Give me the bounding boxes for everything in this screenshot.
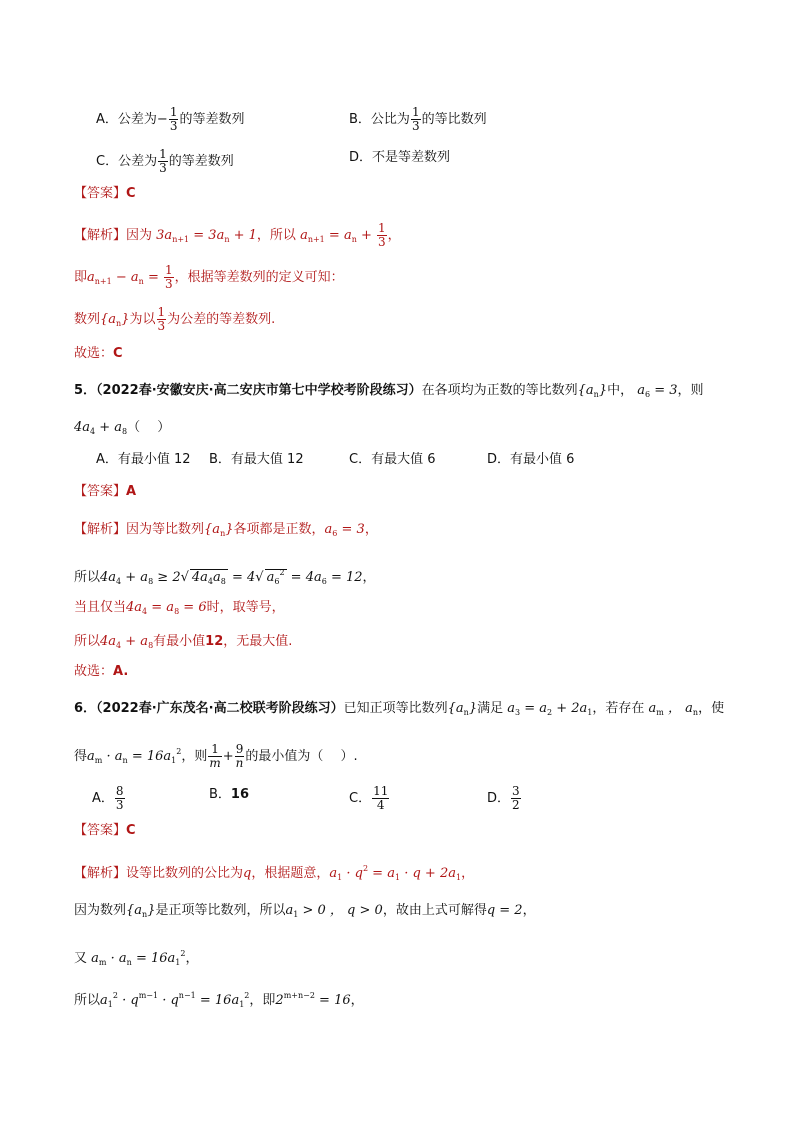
q6-stem-line-1: 6．（2022春·广东茂名·高二校联考阶段练习）已知正项等比数列$\{a_n\}$满足 $a_3 = a_2 + 2a_1$，若存在 $a_m$ ， $a_n$，使 [74,701,725,717]
math: $\{a_n\}$ [100,312,130,328]
q6-analysis-line-2: 因为数列$\{a_n\}$是正项等比数列，所以$a_1 > 0$ ， q > 0，故由上式可解得q = 2， [74,903,536,919]
q6-option-a: A． $\frac{8}{3}$ [92,784,124,812]
q5-analysis-line-1: 【解析】因为等比数列$\{a_n\}$各项都是正数，$a_6 = 3$， [74,522,378,538]
q6-analysis-line-1: 【解析】设等比数列的公比为q，根据题意，$a_1 \cdot q^2 = a_1 \cdot q + 2a_1$， [74,864,475,882]
q4-analysis-line-1: 【解析】因为 $3a_{n+1} = 3a_n + 1$，所以 $a_{n+1} = a_n$ + $\frac{1}{3}$ ， [74,221,401,249]
q5-answer: 【答案】A [74,484,137,499]
q6-stem-line-2: 得$a_m \cdot a_n = 16a_1^2$，则 $\frac{1}{m}$ + $\frac{9}{n}$ 的最小值为（ ）. [74,742,358,770]
math: $a_{n+1} - a_n$ = [87,270,163,286]
math: $3a_{n+1} = 3a_n + 1$ [152,228,257,244]
math: $\{a_n\}$ [577,383,608,399]
q4-answer: 【答案】C [74,186,136,201]
fraction: $\frac{1}{3}$ [378,221,386,249]
q6-analysis-line-4: 所以$a_1^2 \cdot q^{m-1} \cdot q^{n-1} = 16a_1^2$，即$2^{m+n-2} = 16$， [74,991,364,1009]
q4-option-d: D．不是等差数列 [349,150,451,165]
q5-stem-line-1: 5．（2022春·安徽安庆·高二安庆市第七中学校考阶段练习）在各项均为正数的等比数列$\{a_n\}$中， $a_6 = 3$，则 [74,383,704,399]
fraction: $\frac{1}{3}$ [169,105,178,133]
q4-option-c: C．公差为 $\frac{1}{3}$ 的等差数列 [96,147,234,175]
fraction: $\frac{1}{3}$ [157,305,166,333]
q6-answer: 【答案】C [74,823,136,838]
q5-option-a: A．有最小值 12 [96,452,191,467]
q4-choose: 故选：C [74,346,123,361]
q4-option-a: A．公差为− $\frac{1}{3}$ 的等差数列 [96,105,245,133]
fraction: $\frac{1}{3}$ [411,105,420,133]
math: $a_6 = 3$ [633,383,678,399]
q4-analysis-line-3: 数列$\{a_n\}$为以 $\frac{1}{3}$ 为公差的等差数列. [74,305,276,333]
q4-analysis-line-2: 即$a_{n+1} - a_n$ = $\frac{1}{3}$ ，根据等差数列的定义可知： [74,263,344,291]
math: $4a_4 + a_8$ [74,420,128,436]
q6-analysis-line-3: 又 $a_m \cdot a_n = 16a_1^2$， [74,949,199,967]
q5-options [96,450,191,470]
q5-analysis-line-4: 所以$4a_4 + a_8$有最小值12，无最大值. [74,634,293,650]
q6-option-d: D． $\frac{3}{2}$ [487,784,520,812]
fraction: $\frac{1}{3}$ [164,263,173,291]
q6-option-c: C． $\frac{11}{4}$ [349,784,389,812]
q5-analysis-line-2: 所以$4a_4 + a_8 \ge 2√$ $4a_4a_8 = 4√$ $a_6^2 = 4a_6 = 12$， [74,568,376,586]
q5-option-d: D．有最小值 6 [487,452,575,467]
q4-option-b: B．公比为 $\frac{1}{3}$ 的等比数列 [349,105,487,133]
q6-option-b: B．16 [209,787,250,802]
q5-option-c: C．有最大值 6 [349,452,436,467]
q5-option-b: B．有最大值 12 [209,452,304,467]
math: $a_{n+1} = a_n$ + [295,228,377,244]
q5-stem-line-2: $4a_4 + a_8$（ ） [74,420,171,436]
q5-analysis-line-3: 当且仅当$4a_4 = a_8 = 6$时，取等号， [74,600,285,616]
fraction: $\frac{1}{3}$ [159,147,167,175]
q5-choose: 故选：A. [74,664,129,679]
